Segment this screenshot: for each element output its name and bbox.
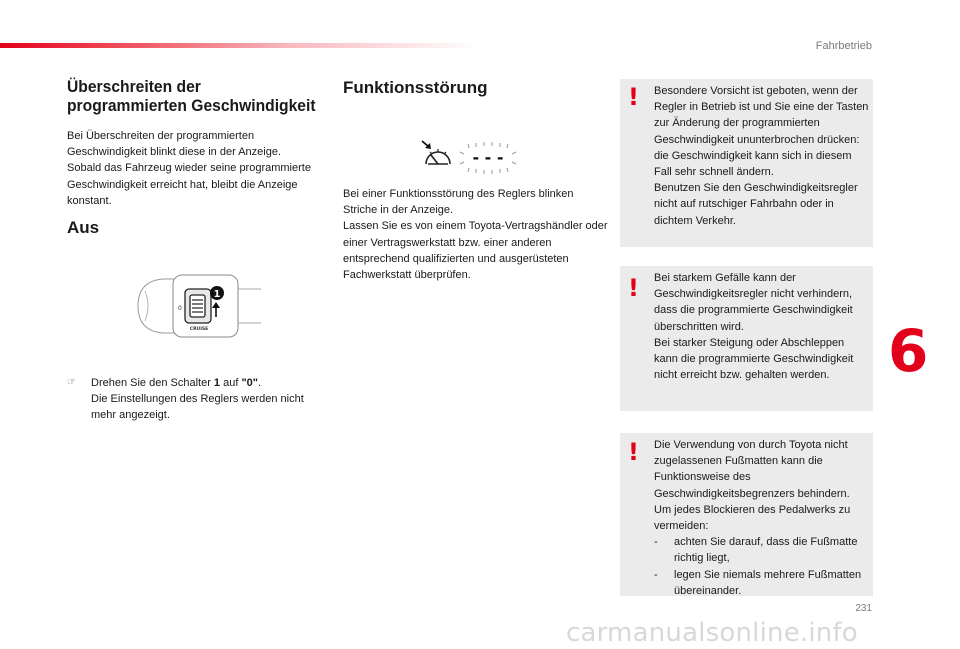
- heading-fault: Funktionsstörung: [343, 78, 488, 97]
- exclamation-icon: !: [628, 83, 639, 111]
- off-instruction-line2: Die Einstellungen des Reglers werden nicht mehr angezeigt.: [91, 393, 304, 422]
- off-instruction-position: "0": [241, 377, 259, 389]
- list-item: [654, 534, 871, 566]
- overspeed-text: Bei Überschreiten der programmierten Geschwindigkeit blinkt diese in der Anzeige. Sobald das Fahrzeug wieder seine programmierte Geschwindigkeit erreicht hat, bleibt die Anzeige konstant.: [67, 130, 311, 207]
- exclamation-icon: !: [628, 438, 639, 466]
- cruise-switch-illustration: [133, 267, 263, 345]
- warning-box-2: [620, 266, 873, 411]
- arrow-right-icon: ☞: [67, 377, 76, 388]
- off-instruction-mid: auf: [220, 377, 242, 389]
- fault-display-illustration: [420, 138, 530, 178]
- heading-overspeed-line1: Überschreiten der: [67, 77, 201, 96]
- chapter-number: 6: [888, 317, 929, 385]
- switch-callout-1: 1: [213, 289, 221, 300]
- list-dash: -: [654, 568, 658, 581]
- list-item-text: legen Sie niemals mehrere Fußmatten übereinander.: [674, 568, 862, 597]
- warning-3-content: [654, 437, 871, 599]
- off-instruction-suffix: .: [258, 377, 262, 389]
- off-instruction-switch: 1: [213, 377, 221, 389]
- off-instruction-prefix: Drehen Sie den Schalter: [91, 377, 214, 389]
- fault-dashes: - - -: [472, 148, 504, 167]
- warning-1-text: Besondere Vorsicht ist geboten, wenn der Regler in Betrieb ist und Sie eine der Tasten zur Änderung der programmierten Geschwindigkeit ununterbrochen drücken: die Geschwindigkeit kann sich in diesem Fall sehr schnell ändern. Benutzen Sie den Geschwindigkeitsregler nicht auf rutschiger Fahrbahn oder in dichtem Verkehr.: [654, 85, 869, 227]
- switch-zero-mark: 0: [178, 305, 182, 312]
- exclamation-icon: !: [628, 274, 639, 302]
- warning-2-text: Bei starkem Gefälle kann der Geschwindigkeitsregler nicht verhindern, dass die programmierte Geschwindigkeit überschritten wird. Bei starker Steigung oder Abschleppen kann die programmierte Geschwindigkeit nicht erreicht bzw. gehalten werden.: [654, 272, 854, 382]
- fault-text: Bei einer Funktionsstörung des Reglers blinken Striche in der Anzeige. Lassen Sie es von einem Toyota-Vertragshändler oder einer Vertragswerkstatt bzw. einer anderen entsprechend qualifizierten und ausgerüsteten Fachwerkstatt überprüfen.: [343, 188, 608, 282]
- warning-box-1: [620, 79, 873, 247]
- heading-overspeed-line2: programmierten Geschwindigkeit: [67, 96, 316, 115]
- list-dash: -: [654, 536, 658, 549]
- list-item: [654, 567, 871, 599]
- section-title: Fahrbetrieb: [815, 40, 872, 52]
- heading-off: Aus: [67, 218, 100, 237]
- switch-cruise-label: CRUISE: [189, 327, 209, 332]
- page-number: 231: [855, 603, 872, 614]
- watermark: carmanualsonline.info: [566, 618, 858, 648]
- header-accent-bar: [0, 43, 480, 48]
- speedometer-icon: [426, 149, 450, 164]
- warning-box-3: [620, 433, 873, 596]
- heading-overspeed: [67, 77, 325, 115]
- list-item-text: achten Sie darauf, dass die Fußmatte richtig liegt,: [674, 536, 858, 565]
- warning-3-text: Die Verwendung von durch Toyota nicht zugelassenen Fußmatten kann die Funktionsweise des Geschwindigkeitsbegrenzers behindern. Um jedes Blockieren des Pedalwerks zu vermeiden:: [654, 439, 851, 533]
